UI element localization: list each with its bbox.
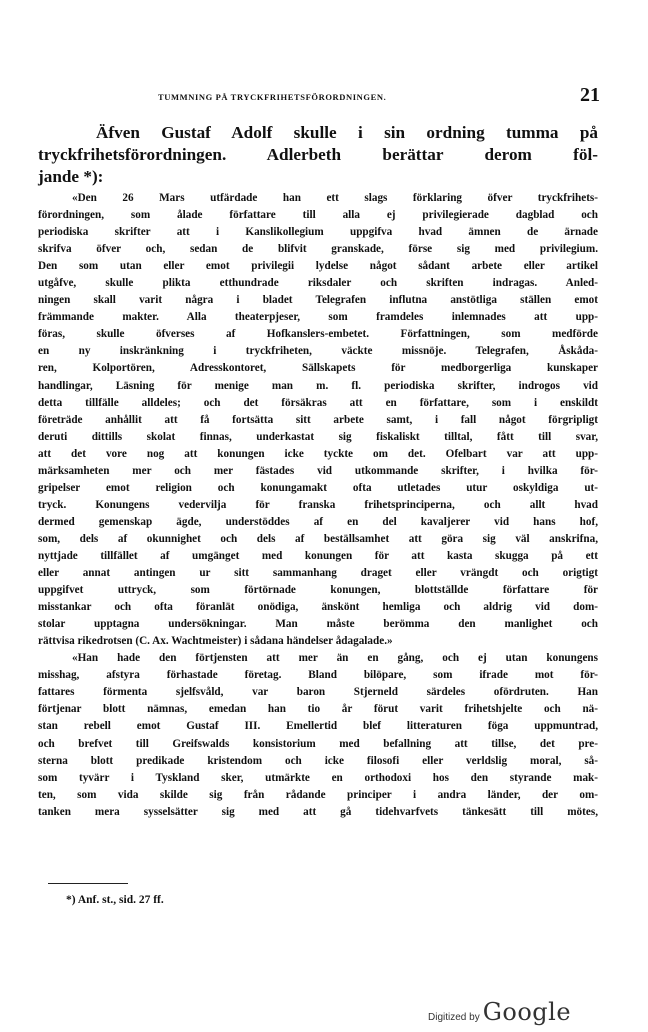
text-line: stan rebell emot Gustaf III. Emellertid blef litteraturen föga uppmuntrad,	[38, 720, 598, 733]
text-line: periodiska skrifter att i Kanslikollegium uppgifva hvad ämnen de ärnade	[38, 226, 598, 239]
page-header	[40, 86, 600, 110]
text-line: misshag, afstyra förhastade företag. Bland bilöpare, som ifrade mot för-	[38, 669, 598, 682]
footnote: *) Anf. st., sid. 27 ff.	[66, 894, 164, 906]
text-line: handlingar, Läsning för menige man m. fl. periodiska skrifter, indrogos vid	[38, 379, 598, 392]
text-line: ren, Kolportören, Adresskontoret, Sällskapets för medborgerliga kunskaper	[38, 362, 598, 375]
text-line: deruti dittills skolat finnas, underkastat sig fiskaliskt tilltal, fått till svar,	[38, 430, 598, 443]
text-line: märksamheten mer och mer fästades vid utkommande skrifter, i hvilka för-	[38, 464, 598, 477]
intro-line: Äfven Gustaf Adolf skulle i sin ordning tumma på	[96, 123, 598, 142]
text-line: rättvisa rikedrotsen (C. Ax. Wachtmeister) i sådana händelser ådagalade.»	[38, 635, 393, 648]
text-line: främmande makter. Alla theaterpjeser, som framdeles inlemnades att upp-	[38, 311, 598, 324]
text-line: Den som utan eller emot privilegii lydelse något sådant arbete eller artikel	[38, 260, 598, 273]
text-line: uppgifvet uttryck, som förtörnade konungen, blottställde författare för	[38, 584, 598, 597]
text-line: tryck. Konungens vedervilja för franska frihetsprinciperna, och allt hvad	[38, 498, 598, 511]
quoted-passage	[38, 190, 598, 821]
text-line: detta tillfälle alldeles; och det försäkras att en författare, som i enskildt	[38, 396, 598, 409]
text-line: eller annat antingen ur sitt sammanhang draget eller vrängdt och origtigt	[38, 567, 598, 580]
text-line: ningen skall varit några i bladet Telegrafen influtna anstötliga ställen emot	[38, 294, 598, 307]
page-number: 21	[580, 84, 600, 106]
text-line: en ny inskränkning i tryckfriheten, väckte missnöje. Telegrafen, Åskåda-	[38, 345, 598, 358]
digitized-watermark	[428, 998, 571, 1026]
intro-line: jande *):	[38, 167, 104, 186]
digitized-by-label: Digitized by	[428, 1012, 480, 1023]
running-head: TUMMNING PÅ TRYCKFRIHETSFÖRORDNINGEN.	[158, 92, 387, 102]
intro-line: tryckfrihetsförordningen. Adlerbeth berättar derom föl-	[38, 145, 598, 164]
text-line: «Den 26 Mars utfärdade han ett slags förklaring öfver tryckfrihets-	[72, 192, 598, 204]
google-logo: Google	[482, 998, 572, 1026]
text-line: företräde anhållit att få fortsätta sitt arbete samt, i fall något förgripligt	[38, 413, 598, 426]
text-line: föras, skulle öfverses af Hofkanslers-embetet. Författningen, som medförde	[38, 328, 598, 341]
text-line: förordningen, som ålade författare till alla ej privilegierade dagblad och	[38, 209, 598, 222]
text-line: dermed gemenskap ägde, understöddes af en del kavaljerer vid hans hof,	[38, 515, 598, 528]
footnote-divider	[48, 883, 128, 884]
text-line: förtjenar blott nämnas, emedan han tio år förut varit frihetshjelte och nä-	[38, 703, 598, 716]
text-line: gripelser emot religion och konungamakt ofta utletades utur oskyldiga ut-	[38, 481, 598, 494]
text-line: som tyvärr i Tyskland sker, utmärkte en orthodoxi hos den styrande mak-	[38, 771, 598, 784]
text-line: «Han hade den förtjensten att mer än en gång, och ej utan konungens	[72, 652, 598, 665]
text-line: nyttjade tillfället af umgänget med konungen för att kasta skugga på ett	[38, 549, 598, 562]
text-line: fattares förmenta sjelfsvåld, var baron Stjerneld särdeles ofördruten. Han	[38, 686, 598, 699]
text-line: utgåfve, skulle plikta etthundrade riksdaler och skriften indragas. Anled-	[38, 277, 598, 290]
text-line: ten, som vida skilde sig från rådande principer i andra länder, der om-	[38, 788, 598, 801]
text-line: misstankar och ofta föranlät onödiga, änskönt hemliga och aldrig vid dom-	[38, 601, 598, 614]
text-line: tanken mera sysselsätter sig med att gå tidehvarfvets tänkesätt till mötes,	[38, 805, 598, 818]
text-line: skrifva öfver och, sedan de blifvit granskade, förse sig med privilegium.	[38, 243, 598, 256]
text-line: och brefvet till Greifswalds konsistorium med befallning att tillse, det pre-	[38, 737, 598, 750]
text-line: som, dels af okunnighet och dels af beställsamhet att göra sig väl anskrifna,	[38, 532, 598, 545]
text-line: stolar upptagna undersökningar. Man måste berömma den manlighet och	[38, 618, 598, 631]
intro-paragraph	[38, 122, 598, 188]
text-line: sterna blott predikade kristendom och icke filosofi eller verldslig moral, så-	[38, 754, 598, 767]
text-line: att det vore nog att konungen icke tyckte om det. Ofelbart var att upp-	[38, 447, 598, 460]
